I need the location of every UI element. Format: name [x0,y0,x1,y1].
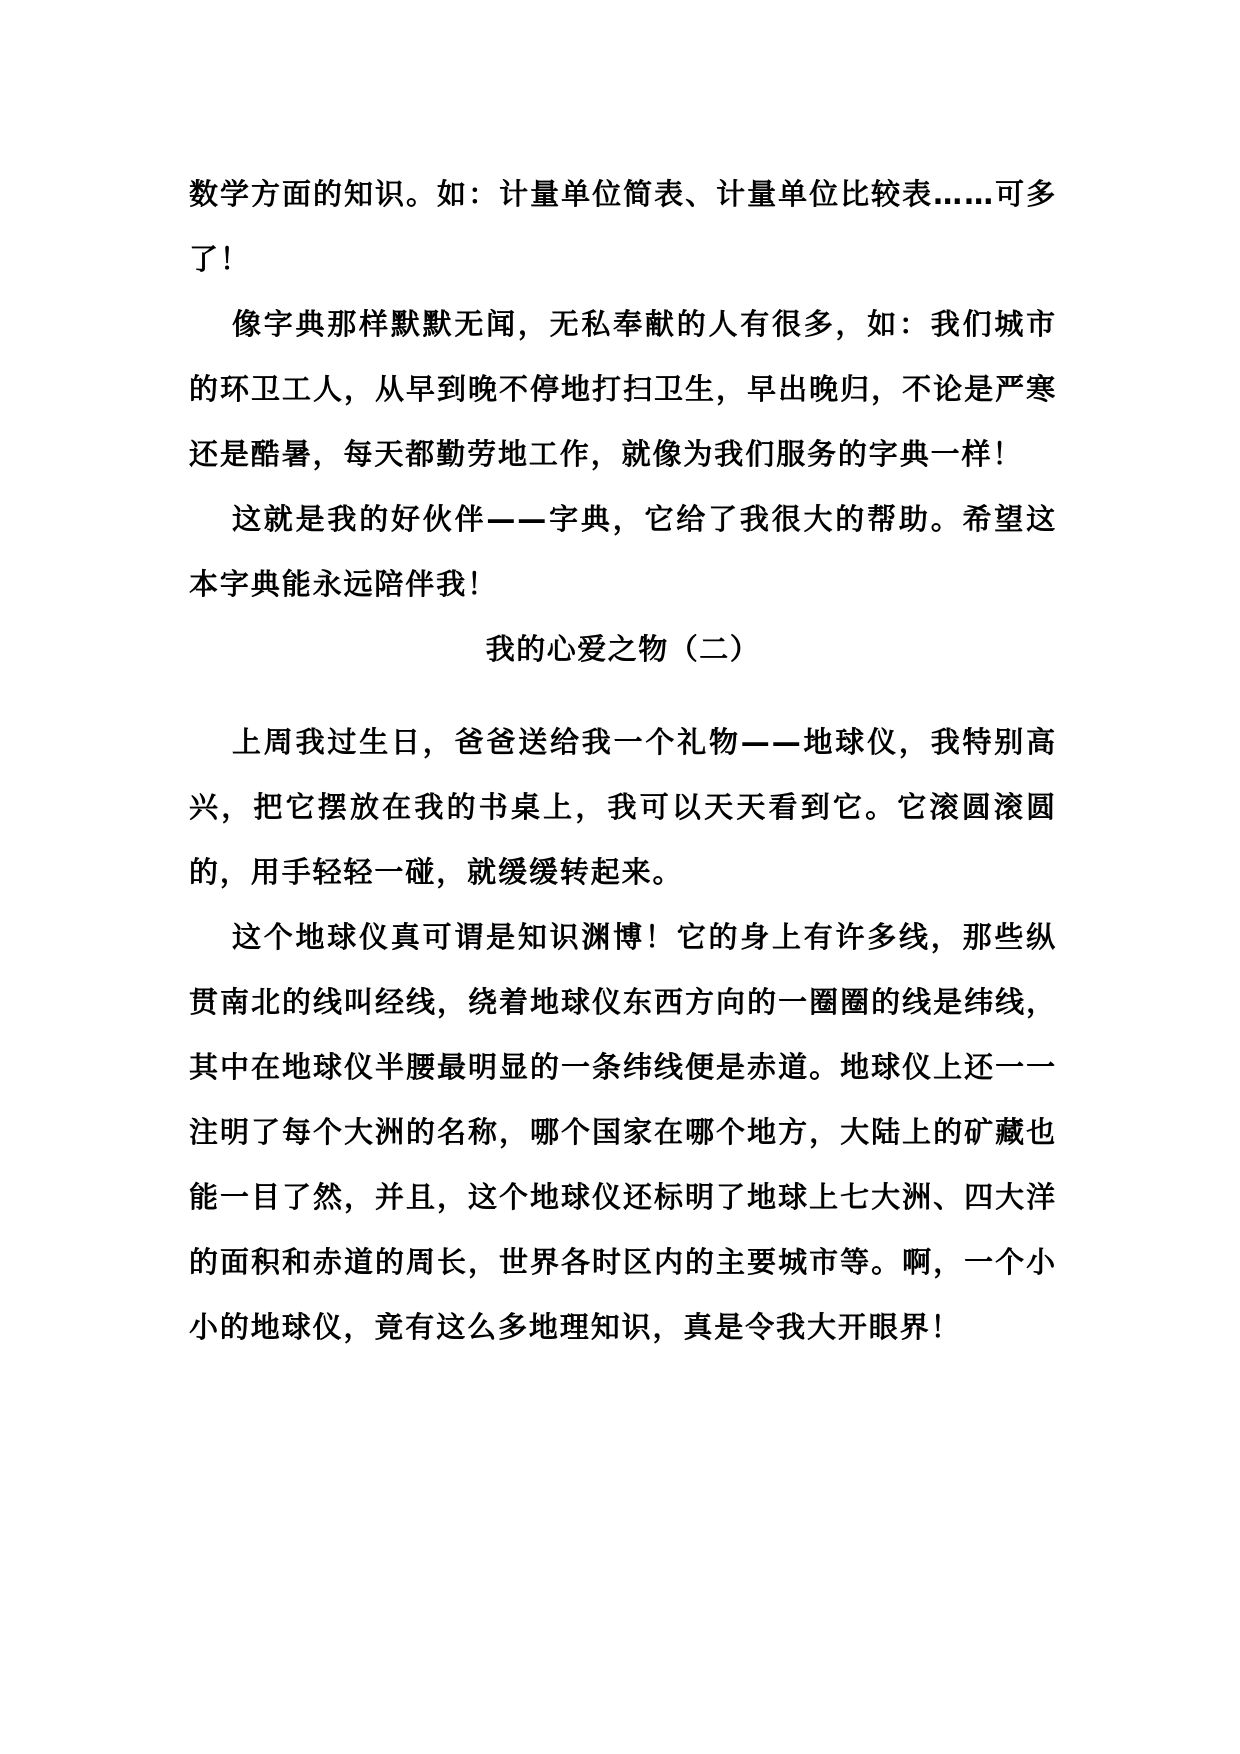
paragraph-good-partner: 这就是我的好伙伴——字典，它给了我很大的帮助。希望这本字典能永远陪伴我！ [189,502,1057,601]
paragraph-birthday-globe: 上周我过生日，爸爸送给我一个礼物——地球仪，我特别高兴，把它摆放在我的书桌上，我可以天天看到它。它滚圆滚圆的，用手轻轻一碰，就缓缓转起来。 [189,725,1057,889]
paragraph-continuation: 数学方面的知识。如：计量单位简表、计量单位比较表……可多了！ [189,177,1057,276]
section-title: 我的心爱之物（二） [485,632,761,666]
paragraph-selfless-workers: 像字典那样默默无闻，无私奉献的人有很多，如：我们城市的环卫工人，从早到晚不停地打扫卫生，早出晚归，不论是严寒还是酷暑，每天都勤劳地工作，就像为我们服务的字典一样！ [189,307,1057,471]
spacer [189,682,1057,710]
paragraph-globe-knowledge: 这个地球仪真可谓是知识渊博！它的身上有许多线，那些纵贯南北的线叫经线，绕着地球仪东西方向的一圈圈的线是纬线，其中在地球仪半腰最明显的一条纬线便是赤道。地球仪上还一一注明了每个大洲的名称，哪个国家在哪个地方，大陆上的矿藏也能一目了然，并且，这个地球仪还标明了地球上七大洲、四大洋的面积和赤道的周长，世界各时区内的主要城市等。啊，一个小小的地球仪，竟有这么多地理知识，真是令我大开眼界！ [189,920,1057,1344]
text-column [189,162,1057,1360]
